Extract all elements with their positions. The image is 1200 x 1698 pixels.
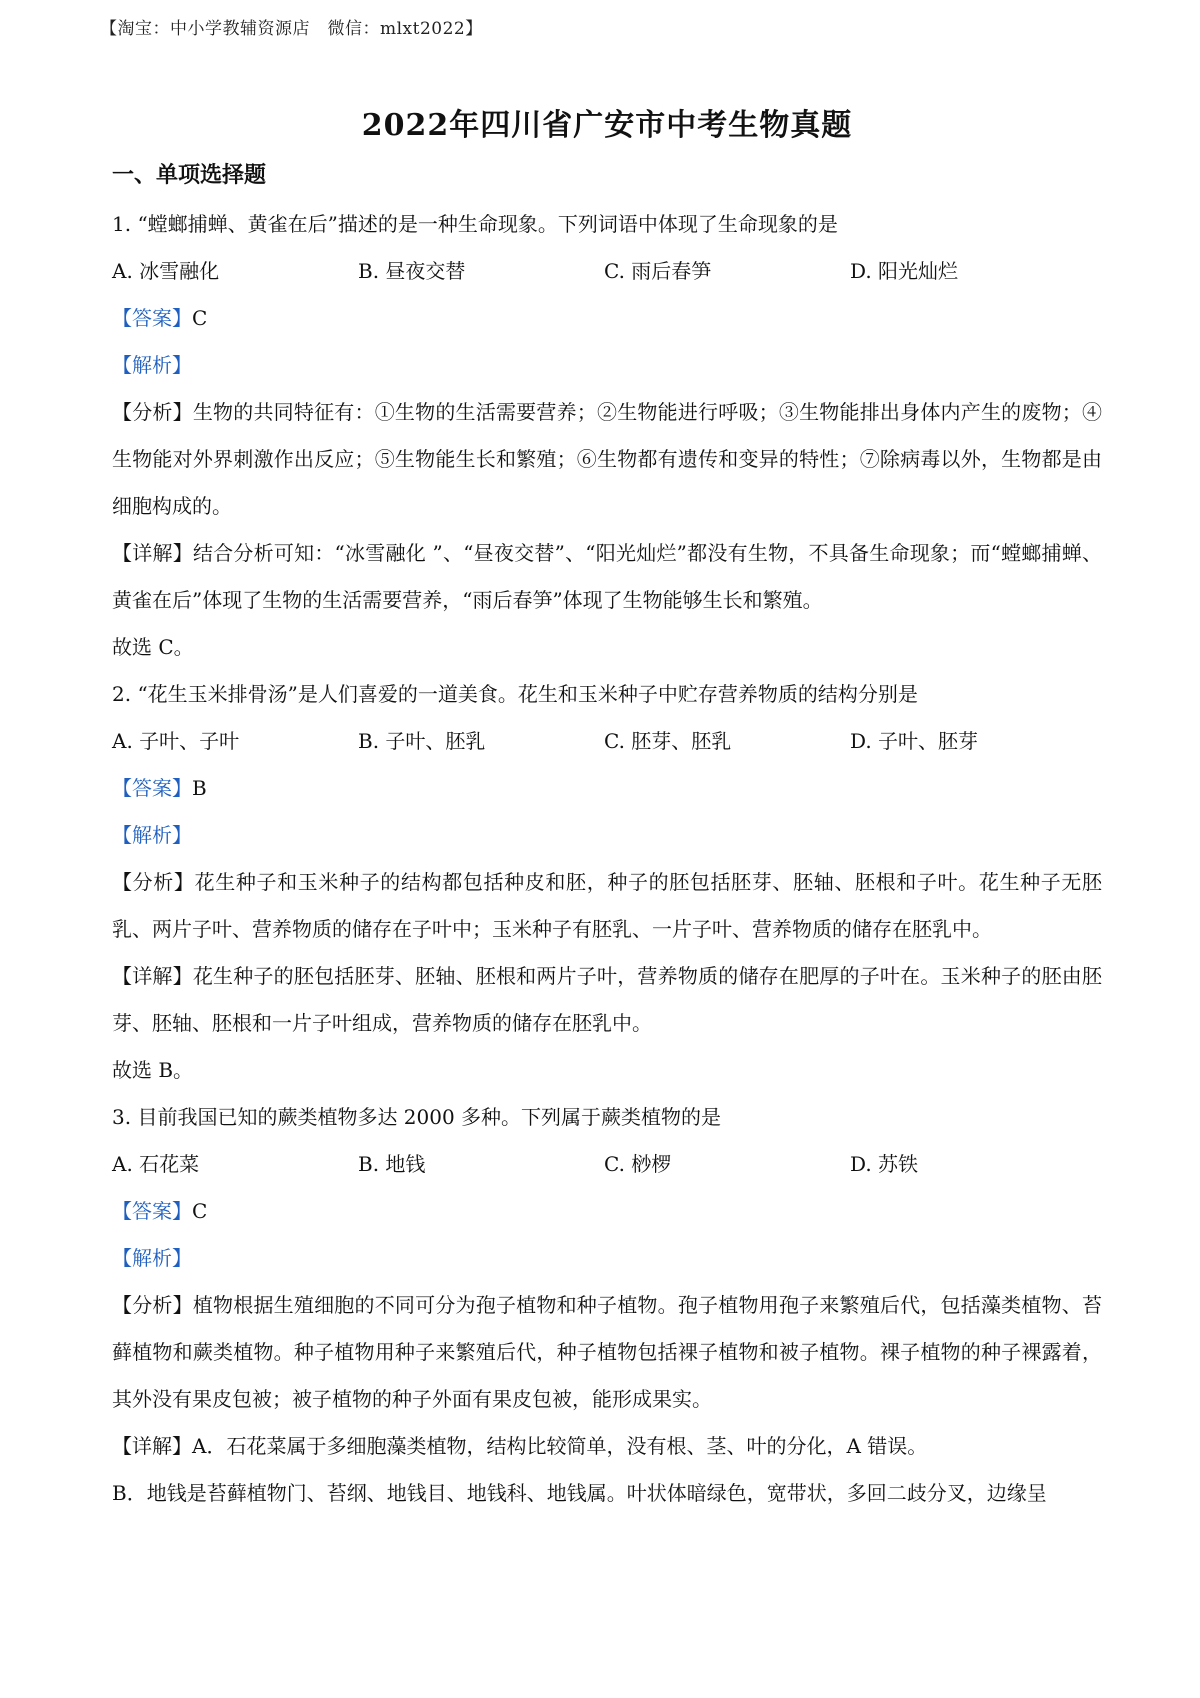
header-note: 【淘宝：中小学教辅资源店 微信：mlxt2022】 xyxy=(100,19,483,39)
option-d: D. 子叶、胚芽 xyxy=(850,729,979,753)
question-2 xyxy=(112,671,1102,1094)
document-page xyxy=(112,100,1102,1517)
answer-tag: 【答案】 xyxy=(112,306,192,330)
answer-line xyxy=(112,295,1102,342)
option-b: B. 地钱 xyxy=(358,1152,426,1176)
option-c: C. 雨后春笋 xyxy=(604,259,712,283)
option-a: A. 子叶、子叶 xyxy=(112,729,240,753)
explain-tag: 【解析】 xyxy=(112,823,192,847)
analysis-paragraph xyxy=(112,1282,1102,1423)
continued-paragraph: B．地钱是苔藓植物门、苔纲、地钱目、地钱科、地钱属。叶状体暗绿色，宽带状，多回二歧分叉，边缘呈 xyxy=(112,1481,1047,1505)
detail-text: A．石花菜属于多细胞藻类植物，结构比较简单，没有根、茎、叶的分化，A 错误。 xyxy=(192,1434,928,1458)
explain-line xyxy=(112,1235,1102,1282)
option-c: C. 桫椤 xyxy=(604,1152,672,1176)
question-stem: 1. “螳螂捕蝉、黄雀在后”描述的是一种生命现象。下列词语中体现了生命现象的是 xyxy=(112,212,838,236)
detail-text: 结合分析可知：“冰雪融化 ”、“昼夜交替”、“阳光灿烂”都没有生物，不具备生命现象；而“螳螂捕蝉、黄雀在后”体现了生物的生活需要营养，“雨后春笋”体现了生物能够生长和繁殖。 xyxy=(112,541,1103,612)
option-b: B. 子叶、胚乳 xyxy=(358,729,486,753)
conclusion-line: 故选 C。 xyxy=(112,635,194,659)
question-1 xyxy=(112,201,1102,671)
explain-tag: 【解析】 xyxy=(112,353,192,377)
detail-tag: 【详解】 xyxy=(112,1434,192,1458)
detail-paragraph xyxy=(112,953,1102,1047)
option-b: B. 昼夜交替 xyxy=(358,259,466,283)
detail-paragraph xyxy=(112,1423,1102,1470)
analysis-tag: 【分析】 xyxy=(112,870,195,894)
analysis-tag: 【分析】 xyxy=(112,400,193,424)
detail-paragraph xyxy=(112,530,1102,624)
analysis-text: 花生种子和玉米种子的结构都包括种皮和胚，种子的胚包括胚芽、胚轴、胚根和子叶。花生种子无胚乳、两片子叶、营养物质的储存在子叶中；玉米种子有胚乳、一片子叶、营养物质的储存在胚乳中。 xyxy=(112,870,1103,941)
option-a: A. 冰雪融化 xyxy=(112,259,220,283)
option-list xyxy=(112,718,1102,765)
question-stem: 3. 目前我国已知的蕨类植物多达 2000 多种。下列属于蕨类植物的是 xyxy=(112,1105,722,1129)
question-3 xyxy=(112,1094,1102,1517)
detail-tag: 【详解】 xyxy=(112,541,193,565)
answer-line xyxy=(112,765,1102,812)
option-d: D. 苏铁 xyxy=(850,1152,919,1176)
question-stem: 2. “花生玉米排骨汤”是人们喜爱的一道美食。花生和玉米种子中贮存营养物质的结构分别是 xyxy=(112,682,918,706)
answer-tag: 【答案】 xyxy=(112,776,192,800)
conclusion-line: 故选 B。 xyxy=(112,1058,194,1082)
explain-line xyxy=(112,812,1102,859)
option-a: A. 石花菜 xyxy=(112,1152,200,1176)
explain-tag: 【解析】 xyxy=(112,1246,192,1270)
detail-tag: 【详解】 xyxy=(112,964,193,988)
answer-value: B xyxy=(192,776,207,800)
answer-value: C xyxy=(192,306,208,330)
analysis-paragraph xyxy=(112,859,1102,953)
option-c: C. 胚芽、胚乳 xyxy=(604,729,732,753)
answer-line xyxy=(112,1188,1102,1235)
detail-text: 花生种子的胚包括胚芽、胚轴、胚根和两片子叶，营养物质的储存在肥厚的子叶在。玉米种子的胚由胚芽、胚轴、胚根和一片子叶组成，营养物质的储存在胚乳中。 xyxy=(112,964,1103,1035)
option-d: D. 阳光灿烂 xyxy=(850,259,959,283)
analysis-paragraph xyxy=(112,389,1102,530)
analysis-tag: 【分析】 xyxy=(112,1293,193,1317)
explain-line xyxy=(112,342,1102,389)
option-list xyxy=(112,248,1102,295)
page-title: 2022年四川省广安市中考生物真题 xyxy=(361,108,853,143)
section-heading: 一、单项选择题 xyxy=(112,162,267,188)
answer-value: C xyxy=(192,1199,208,1223)
answer-tag: 【答案】 xyxy=(112,1199,192,1223)
option-list xyxy=(112,1141,1102,1188)
analysis-text: 植物根据生殖细胞的不同可分为孢子植物和种子植物。孢子植物用孢子来繁殖后代，包括藻类植物、苔藓植物和蕨类植物。种子植物用种子来繁殖后代，种子植物包括裸子植物和被子植物。裸子植物的种子裸露着，其外没有果皮包被；被子植物的种子外面有果皮包被，能形成果实。 xyxy=(112,1293,1103,1411)
analysis-text: 生物的共同特征有：①生物的生活需要营养；②生物能进行呼吸；③生物能排出身体内产生的废物；④生物能对外界刺激作出反应；⑤生物能生长和繁殖；⑥生物都有遗传和变异的特性；⑦除病毒以外，生物都是由细胞构成的。 xyxy=(112,400,1103,518)
